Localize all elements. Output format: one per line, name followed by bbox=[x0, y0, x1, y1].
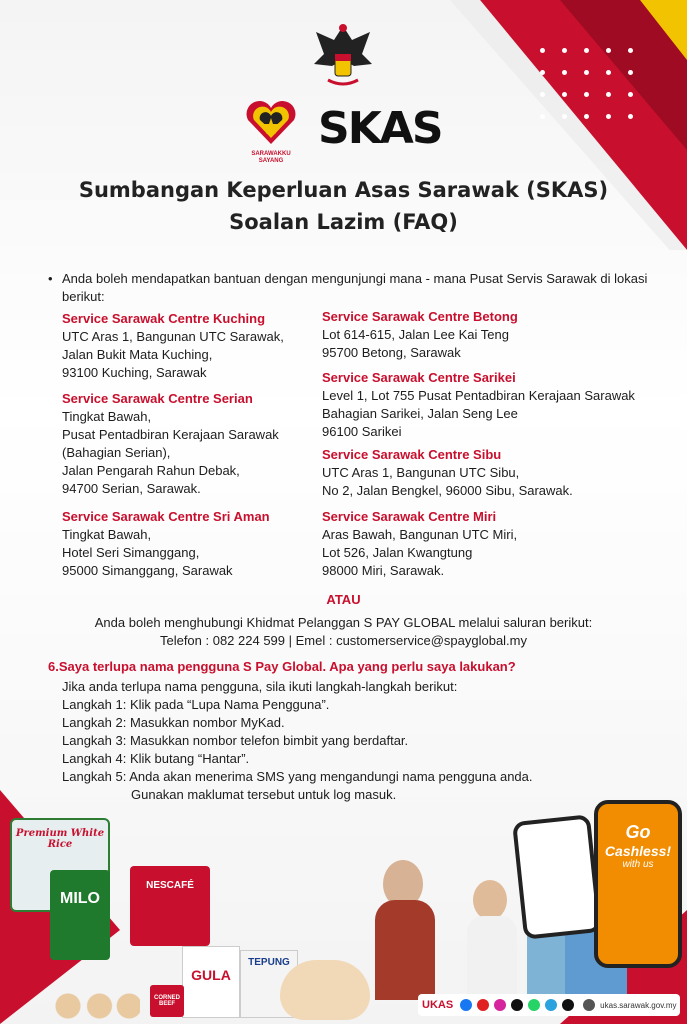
centre-address-line: UTC Aras 1, Bangunan UTC Sarawak, bbox=[62, 329, 284, 344]
centre-name: Service Sarawak Centre Miri bbox=[322, 509, 497, 524]
intro-bullet: • bbox=[48, 271, 53, 286]
faq-step-continuation: Gunakan maklumat tersebut untuk log masuk. bbox=[131, 787, 397, 802]
centre-address-line: (Bahagian Serian), bbox=[62, 445, 171, 460]
phone-promo-line3: with us bbox=[622, 859, 654, 870]
whatsapp-icon[interactable] bbox=[528, 999, 540, 1011]
tiktok-icon[interactable] bbox=[511, 999, 523, 1011]
instagram-icon[interactable] bbox=[494, 999, 506, 1011]
centre-address-line: Jalan Pengarah Rahun Debak, bbox=[62, 463, 240, 478]
or-label: ATAU bbox=[326, 592, 361, 607]
skas-logo: SKAS bbox=[318, 103, 442, 154]
globe-icon bbox=[583, 999, 595, 1011]
product-nescafe-pack bbox=[130, 866, 210, 946]
intro-text: Anda boleh mendapatkan bantuan dengan mengunjungi mana - mana Pusat Servis Sarawak di lokasi berikut: bbox=[62, 271, 648, 304]
centre-name: Service Sarawak Centre Sri Aman bbox=[62, 509, 270, 524]
footer-bar bbox=[418, 994, 680, 1016]
centre-address-line: UTC Aras 1, Bangunan UTC Sibu, bbox=[322, 465, 520, 480]
youtube-icon[interactable] bbox=[477, 999, 489, 1011]
faq-step: Langkah 4: Klik butang “Hantar”. bbox=[62, 751, 250, 766]
chicken-image bbox=[280, 960, 370, 1020]
centre-address-line: Tingkat Bawah, bbox=[62, 527, 152, 542]
sarawakku-sayang-logo bbox=[244, 100, 298, 162]
centre-address-line: 94700 Serian, Sarawak. bbox=[62, 481, 201, 496]
centre-name: Service Sarawak Centre Sarikei bbox=[322, 370, 516, 385]
product-corned-beef-can bbox=[150, 985, 184, 1017]
sarawak-emblem-icon bbox=[310, 20, 376, 92]
contact-line-2: Telefon : 082 224 599 | Emel : customerservice@spayglobal.my bbox=[159, 633, 528, 648]
centre-address-line: 93100 Kuching, Sarawak bbox=[62, 365, 207, 380]
product-milo-pack bbox=[50, 870, 110, 960]
page-title: Sumbangan Keperluan Asas Sarawak (SKAS) bbox=[78, 178, 609, 202]
centre-address-line: Level 1, Lot 755 Pusat Pentadbiran Kerajaan Sarawak bbox=[322, 388, 635, 403]
centre-address-line: Lot 526, Jalan Kwangtung bbox=[322, 545, 473, 560]
centre-address-line: Lot 614-615, Jalan Lee Kai Teng bbox=[322, 327, 509, 342]
centre-miri bbox=[322, 508, 662, 580]
telegram-icon[interactable] bbox=[545, 999, 557, 1011]
product-rice-label: Premium White Rice bbox=[15, 828, 105, 850]
centre-address-line: Bahagian Sarikei, Jalan Seng Lee bbox=[322, 406, 518, 421]
centre-address-line: Tingkat Bawah, bbox=[62, 409, 152, 424]
heart-logo-icon bbox=[244, 100, 298, 146]
faq-step: Langkah 3: Masukkan nombor telefon bimbit yang berdaftar. bbox=[62, 733, 409, 748]
footer-website-link[interactable]: ukas.sarawak.gov.my bbox=[600, 1000, 677, 1010]
x-icon[interactable] bbox=[562, 999, 574, 1011]
contact-line-1: Anda boleh menghubungi Khidmat Pelanggan S PAY GLOBAL melalui saluran berikut: bbox=[94, 615, 593, 630]
centre-address-line: Hotel Seri Simanggang, bbox=[62, 545, 200, 560]
facebook-icon[interactable] bbox=[460, 999, 472, 1011]
sarawakku-sayang-text: SARAWAKKU SAYANG bbox=[251, 151, 291, 164]
product-nescafe-label: NESCAFÉ bbox=[146, 880, 194, 891]
centre-kuching bbox=[62, 310, 312, 382]
centre-address-line: 98000 Miri, Sarawak. bbox=[322, 563, 445, 578]
faq-step: Langkah 1: Klik pada “Lupa Nama Pengguna”. bbox=[62, 697, 330, 712]
centre-name: Service Sarawak Centre Sibu bbox=[322, 447, 502, 462]
product-gula-label: GULA bbox=[191, 967, 231, 983]
centre-sri-aman bbox=[62, 508, 312, 580]
ukas-logo: UKAS bbox=[422, 999, 454, 1011]
page-subtitle: Soalan Lazim (FAQ) bbox=[229, 210, 458, 234]
centre-serian bbox=[62, 390, 312, 498]
centre-betong bbox=[322, 308, 662, 362]
centre-address-line: 96100 Sarikei bbox=[322, 424, 402, 439]
phone-screen-app bbox=[512, 814, 602, 940]
faq-question: 6.Saya terlupa nama pengguna S Pay Global. Apa yang perlu saya lakukan? bbox=[48, 659, 516, 674]
centre-name: Service Sarawak Centre Kuching bbox=[62, 311, 266, 326]
centre-address-line: Pusat Pentadbiran Kerajaan Sarawak bbox=[62, 427, 279, 442]
faq-step: Langkah 5: Anda akan menerima SMS yang mengandungi nama pengguna anda. bbox=[62, 769, 533, 784]
faq-answer-intro: Jika anda terlupa nama pengguna, sila ikuti langkah-langkah berikut: bbox=[62, 679, 458, 694]
product-corned-label: CORNED BEEF bbox=[153, 995, 180, 1007]
product-gula-bag bbox=[182, 946, 240, 1018]
centre-address-line: No 2, Jalan Bengkel, 96000 Sibu, Sarawak. bbox=[322, 483, 573, 498]
centre-sarikei bbox=[322, 369, 662, 441]
centre-address-line: Aras Bawah, Bangunan UTC Miri, bbox=[322, 527, 518, 542]
centre-address-line: Jalan Bukit Mata Kuching, bbox=[62, 347, 213, 362]
eggs-image bbox=[50, 992, 140, 1020]
product-tepung-label: TEPUNG bbox=[248, 957, 290, 968]
centre-name: Service Sarawak Centre Serian bbox=[62, 391, 253, 406]
centre-address-line: 95700 Betong, Sarawak bbox=[322, 345, 461, 360]
centre-address-line: 95000 Simanggang, Sarawak bbox=[62, 563, 233, 578]
centre-sibu bbox=[322, 446, 662, 500]
centre-name: Service Sarawak Centre Betong bbox=[322, 309, 518, 324]
product-milo-label: MILO bbox=[60, 890, 100, 907]
faq-step: Langkah 2: Masukkan nombor MyKad. bbox=[62, 715, 285, 730]
phone-promo-line1: Go bbox=[625, 822, 651, 842]
faq-answer bbox=[62, 678, 662, 804]
phone-go-cashless bbox=[594, 800, 682, 968]
phone-promo-line2: Cashless! bbox=[604, 843, 672, 859]
